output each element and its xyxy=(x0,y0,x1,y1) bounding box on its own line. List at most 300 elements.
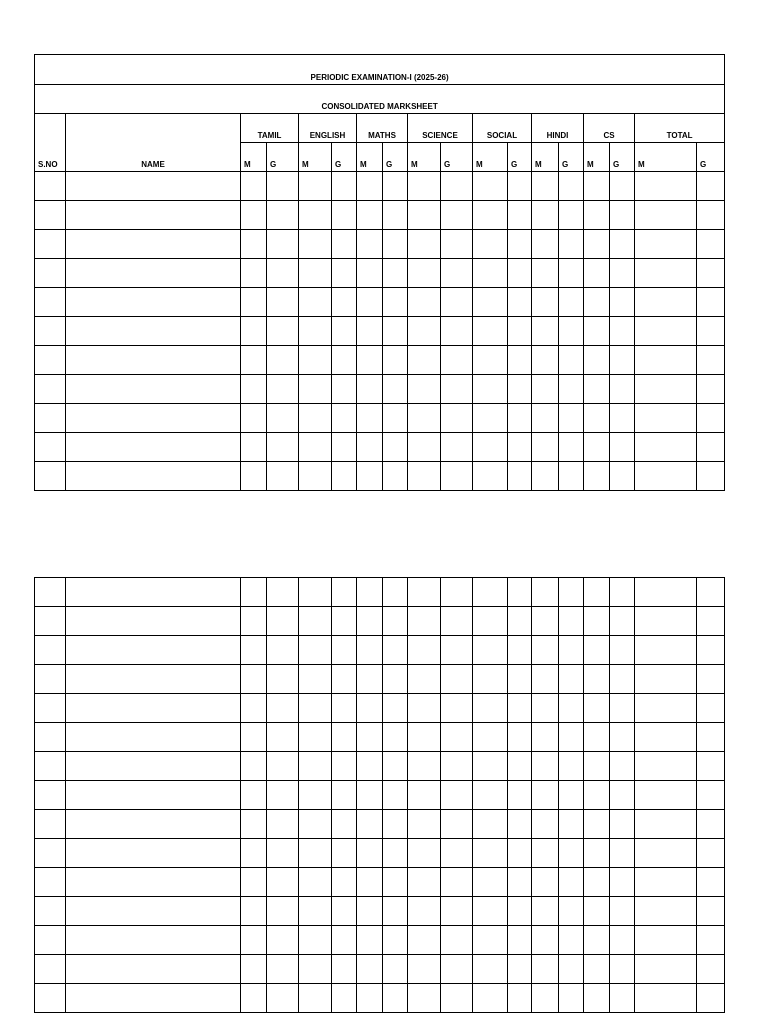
name-cell[interactable] xyxy=(66,288,241,317)
score-cell[interactable] xyxy=(584,607,610,636)
score-cell[interactable] xyxy=(584,839,610,868)
score-cell[interactable] xyxy=(584,317,610,346)
score-cell[interactable] xyxy=(610,346,635,375)
sno-cell[interactable] xyxy=(35,723,66,752)
score-cell[interactable] xyxy=(408,868,441,897)
score-cell[interactable] xyxy=(473,259,508,288)
score-cell[interactable] xyxy=(383,346,408,375)
score-cell[interactable] xyxy=(267,259,299,288)
score-cell[interactable] xyxy=(610,665,635,694)
score-cell[interactable] xyxy=(473,201,508,230)
sno-cell[interactable] xyxy=(35,404,66,433)
score-cell[interactable] xyxy=(635,752,697,781)
score-cell[interactable] xyxy=(508,781,532,810)
score-cell[interactable] xyxy=(332,462,357,491)
score-cell[interactable] xyxy=(241,404,267,433)
score-cell[interactable] xyxy=(267,462,299,491)
score-cell[interactable] xyxy=(508,810,532,839)
score-cell[interactable] xyxy=(267,897,299,926)
score-cell[interactable] xyxy=(559,462,584,491)
score-cell[interactable] xyxy=(408,317,441,346)
score-cell[interactable] xyxy=(267,346,299,375)
score-cell[interactable] xyxy=(408,723,441,752)
score-cell[interactable] xyxy=(559,230,584,259)
name-cell[interactable] xyxy=(66,694,241,723)
score-cell[interactable] xyxy=(357,375,383,404)
score-cell[interactable] xyxy=(441,781,473,810)
score-cell[interactable] xyxy=(473,462,508,491)
score-cell[interactable] xyxy=(508,578,532,607)
score-cell[interactable] xyxy=(508,868,532,897)
score-cell[interactable] xyxy=(610,201,635,230)
score-cell[interactable] xyxy=(299,897,332,926)
score-cell[interactable] xyxy=(610,404,635,433)
sno-cell[interactable] xyxy=(35,694,66,723)
score-cell[interactable] xyxy=(357,346,383,375)
score-cell[interactable] xyxy=(532,230,559,259)
score-cell[interactable] xyxy=(383,375,408,404)
score-cell[interactable] xyxy=(697,665,725,694)
score-cell[interactable] xyxy=(383,781,408,810)
score-cell[interactable] xyxy=(383,926,408,955)
score-cell[interactable] xyxy=(559,346,584,375)
score-cell[interactable] xyxy=(357,665,383,694)
score-cell[interactable] xyxy=(610,230,635,259)
score-cell[interactable] xyxy=(697,317,725,346)
score-cell[interactable] xyxy=(383,433,408,462)
score-cell[interactable] xyxy=(508,346,532,375)
score-cell[interactable] xyxy=(299,201,332,230)
score-cell[interactable] xyxy=(697,375,725,404)
score-cell[interactable] xyxy=(635,375,697,404)
score-cell[interactable] xyxy=(508,984,532,1013)
score-cell[interactable] xyxy=(332,926,357,955)
score-cell[interactable] xyxy=(473,897,508,926)
score-cell[interactable] xyxy=(299,607,332,636)
score-cell[interactable] xyxy=(408,288,441,317)
score-cell[interactable] xyxy=(267,984,299,1013)
score-cell[interactable] xyxy=(532,723,559,752)
score-cell[interactable] xyxy=(241,752,267,781)
score-cell[interactable] xyxy=(610,259,635,288)
score-cell[interactable] xyxy=(532,317,559,346)
score-cell[interactable] xyxy=(610,694,635,723)
score-cell[interactable] xyxy=(508,433,532,462)
score-cell[interactable] xyxy=(441,288,473,317)
score-cell[interactable] xyxy=(635,607,697,636)
score-cell[interactable] xyxy=(508,375,532,404)
score-cell[interactable] xyxy=(473,984,508,1013)
score-cell[interactable] xyxy=(584,259,610,288)
score-cell[interactable] xyxy=(559,578,584,607)
score-cell[interactable] xyxy=(559,259,584,288)
score-cell[interactable] xyxy=(441,665,473,694)
score-cell[interactable] xyxy=(441,694,473,723)
score-cell[interactable] xyxy=(241,375,267,404)
score-cell[interactable] xyxy=(267,839,299,868)
sno-cell[interactable] xyxy=(35,607,66,636)
score-cell[interactable] xyxy=(299,665,332,694)
score-cell[interactable] xyxy=(610,375,635,404)
score-cell[interactable] xyxy=(267,810,299,839)
score-cell[interactable] xyxy=(559,172,584,201)
score-cell[interactable] xyxy=(697,201,725,230)
score-cell[interactable] xyxy=(357,230,383,259)
score-cell[interactable] xyxy=(473,636,508,665)
score-cell[interactable] xyxy=(584,694,610,723)
score-cell[interactable] xyxy=(357,172,383,201)
score-cell[interactable] xyxy=(559,839,584,868)
score-cell[interactable] xyxy=(532,636,559,665)
name-cell[interactable] xyxy=(66,259,241,288)
score-cell[interactable] xyxy=(383,839,408,868)
score-cell[interactable] xyxy=(408,810,441,839)
score-cell[interactable] xyxy=(584,810,610,839)
score-cell[interactable] xyxy=(332,375,357,404)
score-cell[interactable] xyxy=(357,578,383,607)
score-cell[interactable] xyxy=(241,723,267,752)
score-cell[interactable] xyxy=(610,723,635,752)
score-cell[interactable] xyxy=(584,636,610,665)
score-cell[interactable] xyxy=(267,752,299,781)
score-cell[interactable] xyxy=(610,607,635,636)
score-cell[interactable] xyxy=(241,955,267,984)
score-cell[interactable] xyxy=(697,288,725,317)
score-cell[interactable] xyxy=(383,607,408,636)
score-cell[interactable] xyxy=(383,955,408,984)
score-cell[interactable] xyxy=(267,404,299,433)
score-cell[interactable] xyxy=(241,781,267,810)
score-cell[interactable] xyxy=(383,288,408,317)
score-cell[interactable] xyxy=(584,781,610,810)
score-cell[interactable] xyxy=(584,404,610,433)
score-cell[interactable] xyxy=(357,433,383,462)
score-cell[interactable] xyxy=(441,578,473,607)
score-cell[interactable] xyxy=(332,636,357,665)
score-cell[interactable] xyxy=(332,346,357,375)
score-cell[interactable] xyxy=(508,839,532,868)
score-cell[interactable] xyxy=(559,781,584,810)
score-cell[interactable] xyxy=(441,955,473,984)
score-cell[interactable] xyxy=(508,955,532,984)
score-cell[interactable] xyxy=(635,433,697,462)
score-cell[interactable] xyxy=(559,636,584,665)
score-cell[interactable] xyxy=(508,172,532,201)
name-cell[interactable] xyxy=(66,404,241,433)
score-cell[interactable] xyxy=(610,926,635,955)
score-cell[interactable] xyxy=(267,665,299,694)
score-cell[interactable] xyxy=(441,984,473,1013)
score-cell[interactable] xyxy=(357,288,383,317)
score-cell[interactable] xyxy=(299,375,332,404)
score-cell[interactable] xyxy=(441,433,473,462)
score-cell[interactable] xyxy=(473,723,508,752)
score-cell[interactable] xyxy=(584,346,610,375)
score-cell[interactable] xyxy=(267,375,299,404)
sno-cell[interactable] xyxy=(35,317,66,346)
score-cell[interactable] xyxy=(584,462,610,491)
score-cell[interactable] xyxy=(267,201,299,230)
score-cell[interactable] xyxy=(441,810,473,839)
score-cell[interactable] xyxy=(299,926,332,955)
score-cell[interactable] xyxy=(635,810,697,839)
sno-cell[interactable] xyxy=(35,810,66,839)
score-cell[interactable] xyxy=(383,984,408,1013)
score-cell[interactable] xyxy=(441,317,473,346)
score-cell[interactable] xyxy=(508,636,532,665)
score-cell[interactable] xyxy=(299,636,332,665)
score-cell[interactable] xyxy=(559,317,584,346)
score-cell[interactable] xyxy=(532,462,559,491)
score-cell[interactable] xyxy=(532,752,559,781)
name-cell[interactable] xyxy=(66,607,241,636)
score-cell[interactable] xyxy=(697,984,725,1013)
score-cell[interactable] xyxy=(441,636,473,665)
score-cell[interactable] xyxy=(383,404,408,433)
score-cell[interactable] xyxy=(241,317,267,346)
score-cell[interactable] xyxy=(697,433,725,462)
score-cell[interactable] xyxy=(408,839,441,868)
score-cell[interactable] xyxy=(267,317,299,346)
score-cell[interactable] xyxy=(408,201,441,230)
score-cell[interactable] xyxy=(441,230,473,259)
score-cell[interactable] xyxy=(241,926,267,955)
score-cell[interactable] xyxy=(473,230,508,259)
score-cell[interactable] xyxy=(697,462,725,491)
score-cell[interactable] xyxy=(508,752,532,781)
score-cell[interactable] xyxy=(441,897,473,926)
name-cell[interactable] xyxy=(66,201,241,230)
score-cell[interactable] xyxy=(357,694,383,723)
score-cell[interactable] xyxy=(267,955,299,984)
score-cell[interactable] xyxy=(559,201,584,230)
score-cell[interactable] xyxy=(357,781,383,810)
score-cell[interactable] xyxy=(408,172,441,201)
score-cell[interactable] xyxy=(697,607,725,636)
score-cell[interactable] xyxy=(383,665,408,694)
score-cell[interactable] xyxy=(508,201,532,230)
score-cell[interactable] xyxy=(610,433,635,462)
score-cell[interactable] xyxy=(241,172,267,201)
sno-cell[interactable] xyxy=(35,868,66,897)
score-cell[interactable] xyxy=(357,636,383,665)
score-cell[interactable] xyxy=(408,578,441,607)
score-cell[interactable] xyxy=(508,897,532,926)
score-cell[interactable] xyxy=(441,172,473,201)
score-cell[interactable] xyxy=(473,172,508,201)
score-cell[interactable] xyxy=(267,926,299,955)
score-cell[interactable] xyxy=(441,375,473,404)
score-cell[interactable] xyxy=(408,404,441,433)
score-cell[interactable] xyxy=(357,868,383,897)
score-cell[interactable] xyxy=(408,665,441,694)
score-cell[interactable] xyxy=(332,694,357,723)
score-cell[interactable] xyxy=(508,230,532,259)
score-cell[interactable] xyxy=(473,578,508,607)
score-cell[interactable] xyxy=(532,172,559,201)
score-cell[interactable] xyxy=(299,317,332,346)
score-cell[interactable] xyxy=(508,665,532,694)
score-cell[interactable] xyxy=(332,201,357,230)
score-cell[interactable] xyxy=(357,462,383,491)
score-cell[interactable] xyxy=(508,694,532,723)
score-cell[interactable] xyxy=(559,723,584,752)
score-cell[interactable] xyxy=(408,346,441,375)
score-cell[interactable] xyxy=(408,752,441,781)
score-cell[interactable] xyxy=(559,404,584,433)
name-cell[interactable] xyxy=(66,984,241,1013)
name-cell[interactable] xyxy=(66,897,241,926)
score-cell[interactable] xyxy=(332,230,357,259)
score-cell[interactable] xyxy=(610,636,635,665)
score-cell[interactable] xyxy=(241,868,267,897)
score-cell[interactable] xyxy=(508,926,532,955)
score-cell[interactable] xyxy=(357,607,383,636)
score-cell[interactable] xyxy=(441,926,473,955)
score-cell[interactable] xyxy=(697,752,725,781)
score-cell[interactable] xyxy=(383,897,408,926)
score-cell[interactable] xyxy=(408,230,441,259)
score-cell[interactable] xyxy=(299,230,332,259)
score-cell[interactable] xyxy=(473,607,508,636)
score-cell[interactable] xyxy=(584,984,610,1013)
score-cell[interactable] xyxy=(267,288,299,317)
score-cell[interactable] xyxy=(241,636,267,665)
score-cell[interactable] xyxy=(241,433,267,462)
score-cell[interactable] xyxy=(559,665,584,694)
score-cell[interactable] xyxy=(383,868,408,897)
score-cell[interactable] xyxy=(697,172,725,201)
score-cell[interactable] xyxy=(532,288,559,317)
score-cell[interactable] xyxy=(559,375,584,404)
score-cell[interactable] xyxy=(332,317,357,346)
score-cell[interactable] xyxy=(332,781,357,810)
score-cell[interactable] xyxy=(357,897,383,926)
score-cell[interactable] xyxy=(532,433,559,462)
sno-cell[interactable] xyxy=(35,578,66,607)
score-cell[interactable] xyxy=(532,404,559,433)
score-cell[interactable] xyxy=(408,259,441,288)
score-cell[interactable] xyxy=(357,926,383,955)
score-cell[interactable] xyxy=(357,317,383,346)
score-cell[interactable] xyxy=(532,810,559,839)
score-cell[interactable] xyxy=(697,810,725,839)
score-cell[interactable] xyxy=(473,317,508,346)
score-cell[interactable] xyxy=(584,172,610,201)
score-cell[interactable] xyxy=(610,897,635,926)
score-cell[interactable] xyxy=(473,665,508,694)
score-cell[interactable] xyxy=(532,346,559,375)
score-cell[interactable] xyxy=(267,433,299,462)
sno-cell[interactable] xyxy=(35,781,66,810)
score-cell[interactable] xyxy=(584,955,610,984)
score-cell[interactable] xyxy=(299,984,332,1013)
score-cell[interactable] xyxy=(332,839,357,868)
score-cell[interactable] xyxy=(473,868,508,897)
score-cell[interactable] xyxy=(584,723,610,752)
score-cell[interactable] xyxy=(241,839,267,868)
score-cell[interactable] xyxy=(332,433,357,462)
score-cell[interactable] xyxy=(532,984,559,1013)
score-cell[interactable] xyxy=(635,317,697,346)
sno-cell[interactable] xyxy=(35,984,66,1013)
score-cell[interactable] xyxy=(357,839,383,868)
score-cell[interactable] xyxy=(584,897,610,926)
score-cell[interactable] xyxy=(559,288,584,317)
score-cell[interactable] xyxy=(408,955,441,984)
score-cell[interactable] xyxy=(584,752,610,781)
sno-cell[interactable] xyxy=(35,433,66,462)
score-cell[interactable] xyxy=(697,955,725,984)
score-cell[interactable] xyxy=(357,810,383,839)
score-cell[interactable] xyxy=(332,259,357,288)
score-cell[interactable] xyxy=(584,868,610,897)
sno-cell[interactable] xyxy=(35,375,66,404)
score-cell[interactable] xyxy=(408,897,441,926)
score-cell[interactable] xyxy=(559,810,584,839)
score-cell[interactable] xyxy=(241,607,267,636)
score-cell[interactable] xyxy=(635,288,697,317)
score-cell[interactable] xyxy=(610,984,635,1013)
score-cell[interactable] xyxy=(508,723,532,752)
score-cell[interactable] xyxy=(473,810,508,839)
sno-cell[interactable] xyxy=(35,172,66,201)
score-cell[interactable] xyxy=(299,694,332,723)
score-cell[interactable] xyxy=(357,404,383,433)
name-cell[interactable] xyxy=(66,230,241,259)
score-cell[interactable] xyxy=(267,723,299,752)
score-cell[interactable] xyxy=(635,665,697,694)
score-cell[interactable] xyxy=(408,984,441,1013)
score-cell[interactable] xyxy=(473,955,508,984)
score-cell[interactable] xyxy=(559,868,584,897)
score-cell[interactable] xyxy=(332,868,357,897)
score-cell[interactable] xyxy=(267,172,299,201)
score-cell[interactable] xyxy=(584,201,610,230)
score-cell[interactable] xyxy=(332,723,357,752)
score-cell[interactable] xyxy=(584,433,610,462)
score-cell[interactable] xyxy=(357,984,383,1013)
score-cell[interactable] xyxy=(473,433,508,462)
score-cell[interactable] xyxy=(559,984,584,1013)
score-cell[interactable] xyxy=(299,346,332,375)
score-cell[interactable] xyxy=(241,288,267,317)
score-cell[interactable] xyxy=(610,172,635,201)
score-cell[interactable] xyxy=(610,955,635,984)
score-cell[interactable] xyxy=(635,723,697,752)
score-cell[interactable] xyxy=(441,404,473,433)
score-cell[interactable] xyxy=(383,201,408,230)
score-cell[interactable] xyxy=(408,462,441,491)
score-cell[interactable] xyxy=(241,201,267,230)
score-cell[interactable] xyxy=(383,578,408,607)
score-cell[interactable] xyxy=(697,723,725,752)
score-cell[interactable] xyxy=(383,752,408,781)
name-cell[interactable] xyxy=(66,868,241,897)
score-cell[interactable] xyxy=(299,839,332,868)
score-cell[interactable] xyxy=(697,346,725,375)
score-cell[interactable] xyxy=(532,665,559,694)
score-cell[interactable] xyxy=(441,259,473,288)
sno-cell[interactable] xyxy=(35,462,66,491)
score-cell[interactable] xyxy=(532,926,559,955)
score-cell[interactable] xyxy=(697,781,725,810)
score-cell[interactable] xyxy=(584,665,610,694)
score-cell[interactable] xyxy=(635,578,697,607)
score-cell[interactable] xyxy=(332,984,357,1013)
score-cell[interactable] xyxy=(267,636,299,665)
score-cell[interactable] xyxy=(332,288,357,317)
